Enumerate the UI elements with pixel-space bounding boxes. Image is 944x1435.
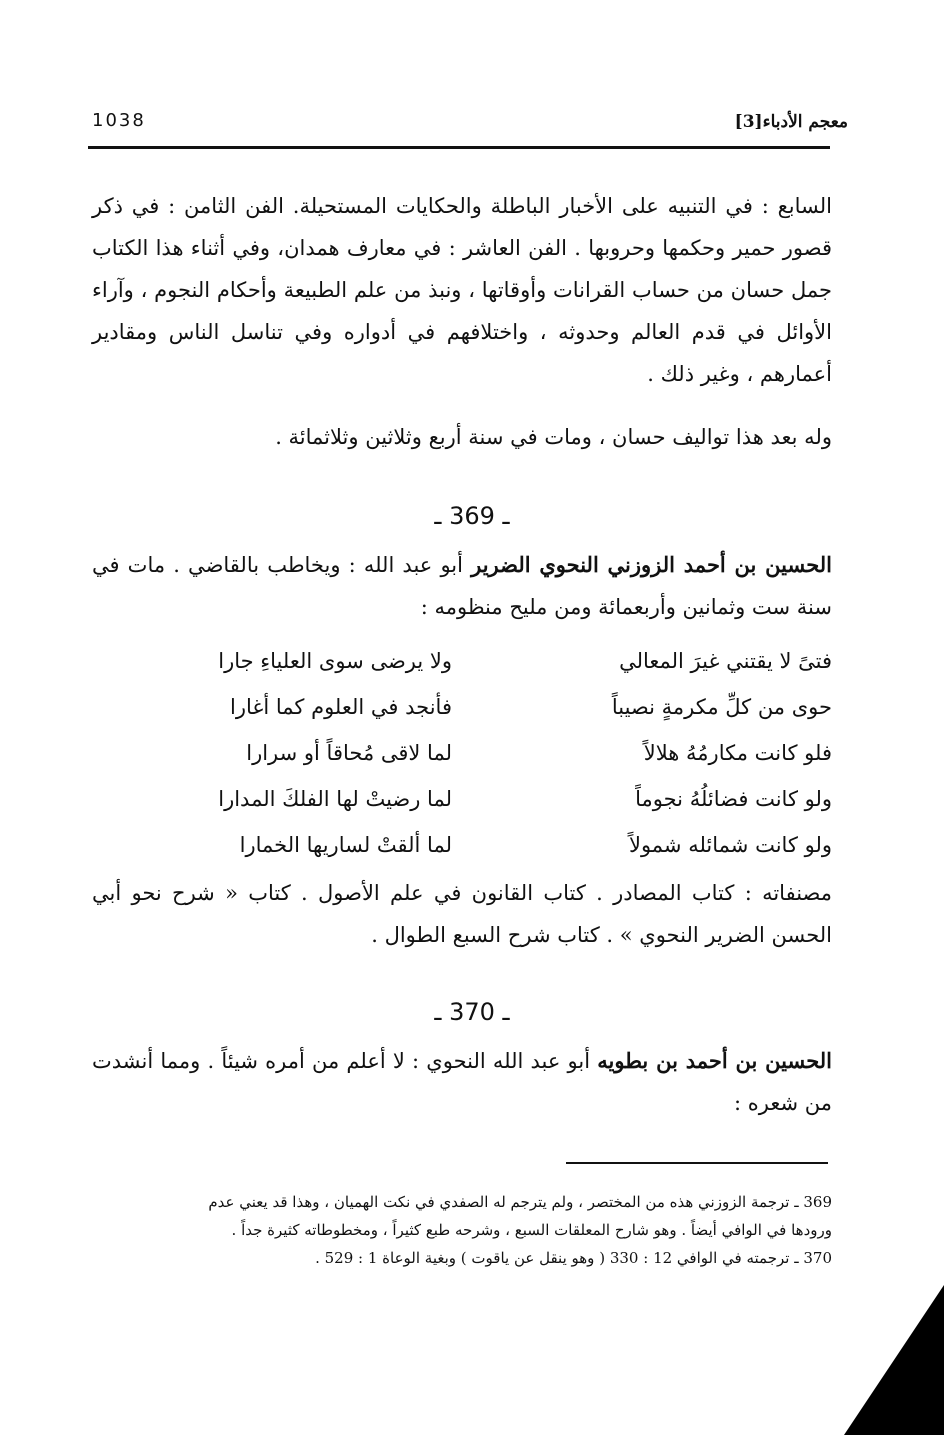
poem-hemistich-first: ولو كانت شمائله شمولاً bbox=[628, 833, 832, 857]
entry-369-text: أبو عبد الله : ويخاطب بالقاضي . مات في سنة ست وثمانين وأربعمائة ومن مليح منظومه : bbox=[92, 553, 832, 619]
entry-number-370: ـ 370 ـ bbox=[434, 998, 510, 1026]
footnotes bbox=[92, 1188, 832, 1272]
poem-hemistich-first: حوى من كلِّ مكرمةٍ نصيباً bbox=[611, 695, 832, 719]
entry-369-works: مصنفاته : كتاب المصادر . كتاب القانون في علم الأصول . كتاب « شرح نحو أبي الحسن الضرير النحوي » . كتاب شرح السبع الطوال . bbox=[92, 881, 832, 947]
poem-hemistich-first: فلو كانت مكارمُهُ هلالاً bbox=[643, 741, 832, 765]
entry-370-intro bbox=[92, 1040, 832, 1124]
page-corner-shadow bbox=[844, 1285, 944, 1435]
footnote-369-line-1: 369 ـ ترجمة الزوزني هذه من المختصر ، ولم يترجم له الصفدي في نكت الهميان ، وهذا قد يعني عدم bbox=[208, 1193, 832, 1211]
poem-hemistich-first: فتىً لا يقتني غيرَ المعالي bbox=[619, 649, 832, 673]
poem-hemistich-second: لما ألقتْ لساريها الخمارا bbox=[239, 833, 452, 857]
poem-hemistich-second: فأنجد في العلوم كما أغارا bbox=[230, 695, 452, 719]
footnote-370: 370 ـ ترجمته في الوافي 12 : 330 ( وهو ينقل عن ياقوت ) وبغية الوعاة 1 : 529 . bbox=[315, 1249, 832, 1267]
footnote-divider bbox=[566, 1162, 828, 1164]
entry-369-name: الحسين بن أحمد الزوزني النحوي الضرير bbox=[471, 552, 832, 577]
poem-verse bbox=[112, 684, 832, 730]
poem-hemistich-second: ولا يرضى سوى العلياءِ جارا bbox=[218, 649, 452, 673]
entry-number-369: ـ 369 ـ bbox=[434, 502, 510, 530]
entry-370-text: أبو عبد الله النحوي : لا أعلم من أمره شيئاً . ومما أنشدت من شعره : bbox=[92, 1049, 832, 1115]
book-title: معجم الأدباء[3] bbox=[734, 112, 848, 132]
poem-hemistich-first: ولو كانت فضائلُهُ نجوماً bbox=[635, 787, 832, 811]
intro-paragraph: السابع : في التنبيه على الأخبار الباطلة والحكايات المستحيلة. الفن الثامن : في ذكر قصور حمير وحكمها وحروبها . الفن العاشر : في معارف همدان، وفي أثناء هذا الكتاب جمل حسان من حساب القرانات وأوقاتها ، ونبذ من علم الطبيعة وأحكام النجوم ، وآراء الأوائل في قدم العالم وحدوثه ، واختلافهم في أدواره وفي تناسل الناس ومقادير أعمارهم ، وغير ذلك . bbox=[92, 194, 832, 386]
poem-verse bbox=[112, 776, 832, 822]
poem bbox=[112, 638, 832, 868]
poem-verse bbox=[112, 822, 832, 868]
poem-hemistich-second: لما رضيتْ لها الفلكَ المدارا bbox=[218, 787, 452, 811]
entry-370-name: الحسين بن أحمد بن بطويه bbox=[597, 1048, 832, 1073]
page-number: 1038 bbox=[92, 110, 146, 131]
footnote-369-line-2: ورودها في الوافي أيضاً . وهو شارح المعلقات السبع ، وشرحه طبع كثيراً ، ومخطوطاته كثيرة جداً . bbox=[231, 1221, 832, 1239]
poem-verse bbox=[112, 730, 832, 776]
poem-hemistich-second: لما لاقى مُحاقاً أو سرارا bbox=[246, 741, 452, 765]
poem-verse bbox=[112, 638, 832, 684]
entry-369-intro bbox=[92, 544, 832, 628]
header-divider bbox=[88, 146, 830, 149]
death-paragraph: وله بعد هذا تواليف حسان ، ومات في سنة أربع وثلاثين وثلاثمائة . bbox=[275, 425, 832, 449]
